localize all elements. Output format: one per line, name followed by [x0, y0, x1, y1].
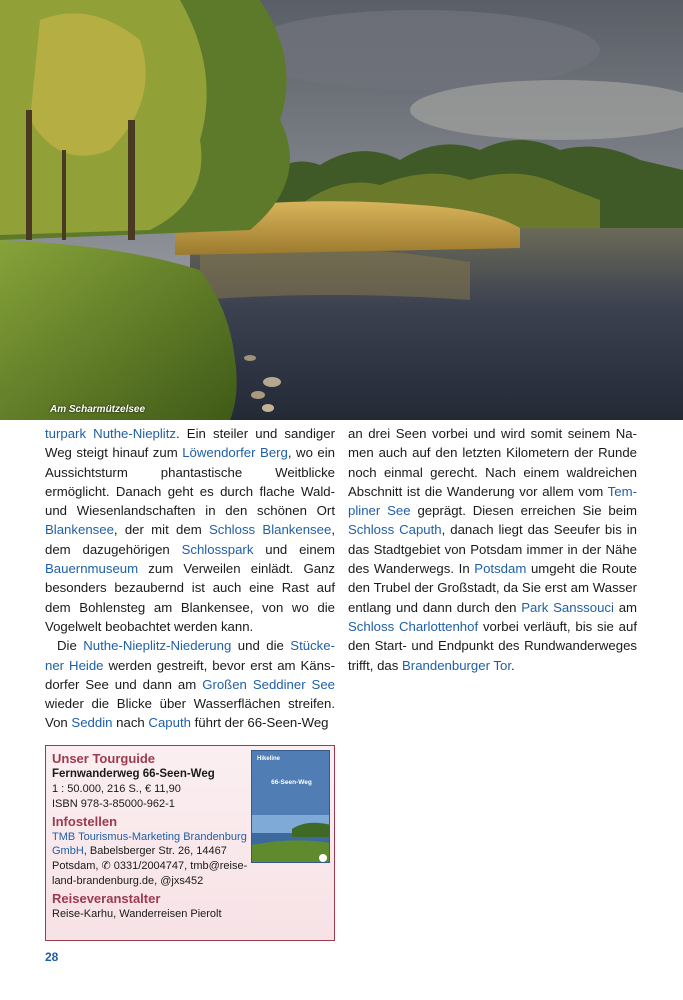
body-text: am: [613, 599, 638, 615]
place-keyword: turpark Nuthe-Nieplitz: [45, 426, 176, 441]
body-text: Die: [57, 638, 84, 654]
guidebook-isbn: ISBN 978-3-85000-962-1: [52, 797, 175, 810]
body-text: werden gestreift, bevor erst am Känsdorfer See und dann am: [45, 657, 335, 692]
place-keyword: Schloss Charlottenhof: [348, 618, 479, 634]
lake-landscape-photo: [0, 0, 683, 420]
info-address: , Babelsberger Str. 26, 14467 Potsdam, ✆ 0331/2004747, tmb@reiseland-brandenburg.de, @jxs452: [52, 845, 248, 887]
info-organization: TMB Tourismus-Marketing Brandenburg GmbH: [52, 830, 247, 858]
tourguide-heading: Unser Tourguide: [52, 751, 156, 766]
body-text: geprägt. Diesen erreichen Sie beim: [410, 503, 637, 519]
body-text: , wo ein Aussichtsturm phantastische Weitblicke ermöglicht. Danach geht es durch flache Wald- und Wiesenlandschaften in den schönen Ort: [45, 445, 335, 519]
photo-caption: Am Scharmützelsee: [50, 404, 146, 415]
place-keyword: Schlosspark: [181, 541, 254, 557]
info-text: [52, 830, 248, 889]
body-text: . Ein steiler und sandiger Weg steigt hinauf zum: [45, 426, 335, 461]
place-keyword: Seddin: [71, 715, 113, 731]
paragraph-right-1: [348, 424, 637, 675]
place-keyword: Löwendorfer Berg: [182, 445, 288, 461]
place-keyword: Templiner See: [348, 483, 637, 519]
body-text: und einem: [253, 541, 335, 557]
paragraph-left-1: [45, 424, 335, 636]
place-keyword: Großen Seddiner See: [202, 676, 335, 692]
info-heading: Infostellen: [52, 813, 118, 829]
guidebook-cover-image: [251, 750, 330, 863]
text-column-left: [45, 424, 335, 733]
tour-operators-list: Reise-Karhu, Wanderreisen Pierolt: [52, 907, 222, 920]
body-text: zum Verweilen einlädt. Ganz besonders bezaubernd ist auch eine Rast auf dem Bohlensteg am Blankensee, von wo die Vogelwelt beobachtet werden kann.: [45, 561, 335, 634]
place-keyword: Blankensee: [45, 522, 114, 538]
guidebook-title: Fernwanderweg 66-Seen-Weg: [52, 768, 215, 780]
body-text: , danach liegt das Seeufer bis in das Stadtgebiet von Potsdam immer in der Nähe des Wanderwegs. In: [348, 522, 637, 577]
body-text: und die: [231, 638, 291, 654]
body-text: an drei Seen vorbei und wird somit seinem Namen auch auf den letzten Kilometern der Runde noch einmal gerecht. Nach einem waldreichen Abschnitt ist die Wanderung vor allem vom: [348, 426, 637, 499]
body-text: .: [511, 657, 515, 673]
cover-photo-icon: [252, 815, 330, 863]
place-keyword: Schloss Caputh: [348, 522, 442, 538]
cover-title: 66-Seen-Weg: [271, 779, 312, 786]
tourguide-info-box: [45, 745, 335, 941]
place-keyword: Stückener Heide: [45, 638, 336, 673]
body-text: führt der 66-Seen-Weg: [190, 715, 329, 731]
text-column-right: [348, 424, 637, 675]
body-text: wieder die Blicke über Wasserflächen streifen. Von: [45, 696, 335, 731]
body-text: , dem dazugehörigen: [45, 522, 335, 557]
place-keyword: Schloss Blankensee: [208, 522, 332, 538]
body-text: umgeht die Route den Trubel der Großstadt, da Sie erst am Wasser entlang und dann durch den: [348, 561, 637, 615]
body-text: nach: [112, 715, 149, 731]
tourguide-text: [52, 751, 248, 922]
body-text: , der mit dem: [113, 522, 209, 538]
hero-photo: [0, 0, 683, 420]
place-keyword: Bauernmuseum: [45, 561, 139, 577]
tour-operators-heading: Reiseveranstalter: [52, 890, 161, 906]
place-keyword: Caputh: [148, 715, 191, 731]
place-keyword: Park Sanssouci: [521, 599, 614, 615]
paragraph-left-2: [45, 636, 335, 732]
body-text: vorbei verläuft, bis sie auf den Start- und Endpunkt des Rundwanderweges trifft, das: [348, 618, 637, 673]
place-keyword: Potsdam: [474, 561, 527, 577]
page-number: 28: [45, 950, 59, 964]
place-keyword: Nuthe-Nieplitz-Niederung: [83, 638, 232, 654]
place-keyword: Brandenburger Tor: [402, 657, 511, 673]
cover-publisher: Hikeline: [257, 756, 281, 762]
guidebook-details: 1 : 50.000, 216 S., € 11,90: [52, 783, 181, 795]
